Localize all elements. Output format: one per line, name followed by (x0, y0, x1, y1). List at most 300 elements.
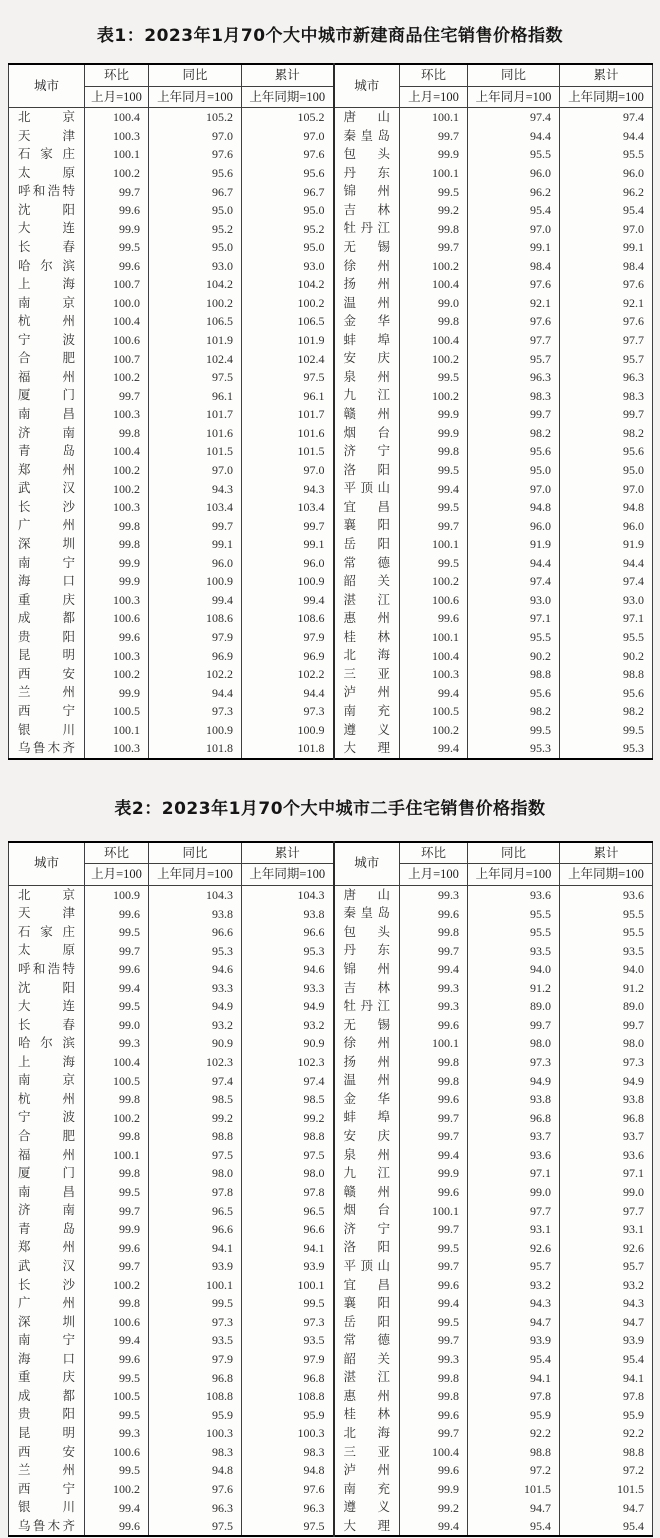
city-cell: 重 庆 (9, 591, 85, 610)
mom-value-cell: 99.9 (400, 405, 468, 424)
city-cell: 大 理 (334, 739, 400, 759)
yoy-value-cell: 95.9 (468, 1405, 560, 1424)
cum-value-cell: 106.5 (242, 312, 334, 331)
table-row (9, 1387, 653, 1406)
city-cell: 洛 阳 (334, 1238, 400, 1257)
mom-value-cell: 99.3 (85, 1034, 149, 1053)
city-cell: 海 口 (9, 1350, 85, 1369)
cum-value-cell: 102.2 (242, 665, 334, 684)
yoy-value-cell: 94.7 (468, 1313, 560, 1332)
cum-value-cell: 100.3 (242, 1424, 334, 1443)
city-cell: 重 庆 (9, 1368, 85, 1387)
city-cell: 南 昌 (9, 1183, 85, 1202)
city-cell: 合 肥 (9, 349, 85, 368)
cum-value-cell: 97.4 (560, 572, 653, 591)
city-cell: 襄 阳 (334, 516, 400, 535)
cum-value-cell: 102.3 (242, 1053, 334, 1072)
cum-value-cell: 98.3 (242, 1443, 334, 1462)
yoy-value-cell: 95.7 (468, 349, 560, 368)
table-row (9, 479, 653, 498)
city-cell: 宜 昌 (334, 1276, 400, 1295)
cum-value-cell: 91.9 (560, 535, 653, 554)
cum-value-cell: 99.7 (560, 1016, 653, 1035)
city-cell: 成 都 (9, 1387, 85, 1406)
yoy-value-cell: 96.6 (149, 923, 242, 942)
mom-value-cell: 99.9 (400, 424, 468, 443)
city-cell: 锦 州 (334, 182, 400, 201)
table-row (9, 127, 653, 146)
cum-value-cell: 101.7 (242, 405, 334, 424)
table-row (9, 1517, 653, 1537)
mom-value-cell: 99.8 (85, 424, 149, 443)
city-cell: 南 充 (334, 1480, 400, 1499)
cum-value-cell: 96.0 (560, 164, 653, 183)
mom-value-cell: 99.9 (400, 1164, 468, 1183)
mom-value-cell: 99.9 (85, 554, 149, 573)
yoy-value-cell: 93.2 (149, 1016, 242, 1035)
mom-value-cell: 100.3 (85, 591, 149, 610)
mom-value-cell: 99.8 (400, 1387, 468, 1406)
yoy-value-cell: 101.5 (149, 442, 242, 461)
cum-value-cell: 94.1 (560, 1368, 653, 1387)
city-cell: 天 津 (9, 904, 85, 923)
cum-value-cell: 94.3 (242, 479, 334, 498)
mom-value-cell: 99.6 (85, 257, 149, 276)
mom-value-cell: 99.4 (400, 739, 468, 759)
cum-value-cell: 95.6 (560, 683, 653, 702)
yoy-value-cell: 94.9 (468, 1071, 560, 1090)
mom-value-cell: 99.8 (85, 1294, 149, 1313)
table-row (9, 164, 653, 183)
mom-value-cell: 99.5 (400, 368, 468, 387)
table-row (9, 960, 653, 979)
yoy-value-cell: 98.0 (468, 1034, 560, 1053)
table-row (9, 219, 653, 238)
yoy-value-cell: 96.0 (149, 554, 242, 573)
mom-value-cell: 99.9 (400, 145, 468, 164)
cum-value-cell: 100.9 (242, 721, 334, 740)
city-cell: 西 宁 (9, 1480, 85, 1499)
mom-value-cell: 100.2 (400, 572, 468, 591)
table-row (9, 591, 653, 610)
mom-value-cell: 100.1 (400, 535, 468, 554)
city-cell: 烟 台 (334, 424, 400, 443)
city-cell: 乌 鲁 木 齐 (9, 1517, 85, 1537)
city-cell: 南 京 (9, 1071, 85, 1090)
table-row (9, 1034, 653, 1053)
mom-value-cell: 100.3 (85, 646, 149, 665)
mom-value-cell: 99.6 (85, 1238, 149, 1257)
table-row (9, 1127, 653, 1146)
header-yoy-left: 同比 (149, 64, 242, 86)
yoy-value-cell: 95.4 (468, 201, 560, 220)
cum-value-cell: 93.6 (560, 885, 653, 904)
city-cell: 北 京 (9, 108, 85, 127)
cum-value-cell: 94.9 (242, 997, 334, 1016)
yoy-value-cell: 95.5 (468, 904, 560, 923)
yoy-value-cell: 94.8 (468, 498, 560, 517)
cum-value-cell: 96.6 (242, 923, 334, 942)
yoy-value-cell: 95.0 (468, 461, 560, 480)
yoy-value-cell: 108.8 (149, 1387, 242, 1406)
mom-value-cell: 100.4 (400, 331, 468, 350)
city-cell: 青 岛 (9, 1220, 85, 1239)
mom-value-cell: 99.6 (400, 1461, 468, 1480)
mom-value-cell: 99.7 (400, 1108, 468, 1127)
city-cell: 昆 明 (9, 646, 85, 665)
yoy-value-cell: 95.4 (468, 1350, 560, 1369)
city-cell: 徐 州 (334, 1034, 400, 1053)
yoy-value-cell: 89.0 (468, 997, 560, 1016)
yoy-value-cell: 93.9 (149, 1257, 242, 1276)
city-cell: 九 江 (334, 1164, 400, 1183)
mom-value-cell: 100.5 (85, 1387, 149, 1406)
mom-value-cell: 100.1 (85, 721, 149, 740)
city-cell: 扬 州 (334, 1053, 400, 1072)
cum-value-cell: 98.8 (242, 1127, 334, 1146)
cum-value-cell: 92.6 (560, 1238, 653, 1257)
table-row (9, 979, 653, 998)
mom-value-cell: 99.6 (400, 1090, 468, 1109)
cum-value-cell: 99.1 (560, 238, 653, 257)
yoy-value-cell: 101.7 (149, 405, 242, 424)
yoy-value-cell: 97.4 (149, 1071, 242, 1090)
yoy-value-cell: 97.5 (149, 1517, 242, 1537)
yoy-value-cell: 99.0 (468, 1183, 560, 1202)
city-cell: 长 春 (9, 1016, 85, 1035)
yoy-value-cell: 102.2 (149, 665, 242, 684)
cum-value-cell: 93.9 (560, 1331, 653, 1350)
table-row (9, 609, 653, 628)
mom-value-cell: 99.8 (85, 1090, 149, 1109)
mom-value-cell: 99.5 (85, 238, 149, 257)
cum-value-cell: 102.4 (242, 349, 334, 368)
table-row (9, 1016, 653, 1035)
table-row (9, 572, 653, 591)
mom-value-cell: 99.9 (85, 1220, 149, 1239)
city-cell: 惠 州 (334, 1387, 400, 1406)
table-row (9, 368, 653, 387)
city-cell: 太 原 (9, 164, 85, 183)
city-cell: 杭 州 (9, 1090, 85, 1109)
yoy-value-cell: 93.8 (468, 1090, 560, 1109)
table-row (9, 535, 653, 554)
yoy-value-cell: 100.3 (149, 1424, 242, 1443)
header-mom-base-right: 上月=100 (400, 864, 468, 886)
cum-value-cell: 101.5 (242, 442, 334, 461)
mom-value-cell: 100.2 (400, 257, 468, 276)
city-cell: 烟 台 (334, 1201, 400, 1220)
yoy-value-cell: 95.3 (149, 941, 242, 960)
city-cell: 平 顶 山 (334, 479, 400, 498)
header-cum-right: 累计 (560, 842, 653, 864)
city-cell: 湛 江 (334, 1368, 400, 1387)
cum-value-cell: 98.4 (560, 257, 653, 276)
mom-value-cell: 100.2 (85, 1480, 149, 1499)
mom-value-cell: 100.3 (85, 498, 149, 517)
yoy-value-cell: 93.9 (468, 1331, 560, 1350)
table-row (9, 238, 653, 257)
yoy-value-cell: 94.4 (468, 127, 560, 146)
city-cell: 银 川 (9, 1498, 85, 1517)
cum-value-cell: 94.7 (560, 1498, 653, 1517)
header-mom-base-left: 上月=100 (85, 864, 149, 886)
mom-value-cell: 99.5 (85, 997, 149, 1016)
cum-value-cell: 95.6 (560, 442, 653, 461)
yoy-value-cell: 96.1 (149, 386, 242, 405)
city-cell: 徐 州 (334, 257, 400, 276)
mom-value-cell: 99.5 (400, 461, 468, 480)
cum-value-cell: 100.2 (242, 294, 334, 313)
header-yoy-left: 同比 (149, 842, 242, 864)
yoy-value-cell: 94.1 (468, 1368, 560, 1387)
mom-value-cell: 99.6 (400, 1183, 468, 1202)
table-row (9, 1108, 653, 1127)
yoy-value-cell: 98.8 (468, 665, 560, 684)
cum-value-cell: 93.3 (242, 979, 334, 998)
mom-value-cell: 99.4 (400, 1517, 468, 1537)
cum-value-cell: 92.2 (560, 1424, 653, 1443)
city-cell: 广 州 (9, 516, 85, 535)
cum-value-cell: 99.1 (242, 535, 334, 554)
yoy-value-cell: 93.6 (468, 885, 560, 904)
yoy-value-cell: 97.8 (468, 1387, 560, 1406)
yoy-value-cell: 104.3 (149, 885, 242, 904)
table-row (9, 1220, 653, 1239)
table-row (9, 516, 653, 535)
city-cell: 呼 和 浩 特 (9, 960, 85, 979)
yoy-value-cell: 97.8 (149, 1183, 242, 1202)
city-cell: 济 宁 (334, 1220, 400, 1239)
mom-value-cell: 99.7 (85, 941, 149, 960)
cum-value-cell: 97.1 (560, 609, 653, 628)
table-row (9, 461, 653, 480)
table-row (9, 1238, 653, 1257)
cum-value-cell: 97.7 (560, 1201, 653, 1220)
city-cell: 秦 皇 岛 (334, 904, 400, 923)
yoy-value-cell: 95.4 (468, 1517, 560, 1537)
mom-value-cell: 99.7 (85, 1201, 149, 1220)
cum-value-cell: 97.8 (560, 1387, 653, 1406)
table-row (9, 721, 653, 740)
cum-value-cell: 104.3 (242, 885, 334, 904)
city-cell: 沈 阳 (9, 201, 85, 220)
yoy-value-cell: 97.0 (149, 461, 242, 480)
cum-value-cell: 97.0 (560, 219, 653, 238)
cum-value-cell: 93.0 (242, 257, 334, 276)
cum-value-cell: 96.0 (560, 516, 653, 535)
city-cell: 赣 州 (334, 405, 400, 424)
mom-value-cell: 99.4 (400, 960, 468, 979)
cum-value-cell: 93.7 (560, 1127, 653, 1146)
header-yoy-right: 同比 (468, 842, 560, 864)
city-cell: 吉 林 (334, 979, 400, 998)
table-row (9, 904, 653, 923)
yoy-value-cell: 97.1 (468, 1164, 560, 1183)
table-row (9, 1164, 653, 1183)
mom-value-cell: 99.7 (85, 386, 149, 405)
table2-second-hand-price-index (8, 841, 653, 1538)
yoy-value-cell: 99.7 (468, 1016, 560, 1035)
city-cell: 长 春 (9, 238, 85, 257)
mom-value-cell: 99.6 (400, 1405, 468, 1424)
mom-value-cell: 100.2 (400, 721, 468, 740)
mom-value-cell: 100.5 (85, 702, 149, 721)
yoy-value-cell: 95.6 (468, 683, 560, 702)
yoy-value-cell: 91.9 (468, 535, 560, 554)
city-cell: 西 安 (9, 1443, 85, 1462)
city-cell: 三 亚 (334, 1443, 400, 1462)
table-row (9, 108, 653, 127)
city-cell: 北 海 (334, 646, 400, 665)
cum-value-cell: 97.6 (242, 1480, 334, 1499)
mom-value-cell: 99.5 (400, 554, 468, 573)
city-cell: 惠 州 (334, 609, 400, 628)
table-row (9, 665, 653, 684)
city-cell: 贵 阳 (9, 1405, 85, 1424)
city-cell: 蚌 埠 (334, 331, 400, 350)
cum-value-cell: 96.6 (242, 1220, 334, 1239)
city-cell: 兰 州 (9, 683, 85, 702)
cum-value-cell: 95.5 (560, 145, 653, 164)
cum-value-cell: 93.2 (560, 1276, 653, 1295)
mom-value-cell: 99.3 (400, 885, 468, 904)
header-yoy-base-right: 上年同月=100 (468, 864, 560, 886)
table-row (9, 1071, 653, 1090)
cum-value-cell: 95.3 (560, 739, 653, 759)
city-cell: 桂 林 (334, 1405, 400, 1424)
cum-value-cell: 93.8 (242, 904, 334, 923)
mom-value-cell: 99.4 (400, 479, 468, 498)
yoy-value-cell: 94.1 (149, 1238, 242, 1257)
city-cell: 北 京 (9, 885, 85, 904)
city-cell: 济 南 (9, 424, 85, 443)
mom-value-cell: 99.9 (85, 572, 149, 591)
cum-value-cell: 94.9 (560, 1071, 653, 1090)
table1-new-home-price-index (8, 63, 653, 760)
mom-value-cell: 100.4 (85, 312, 149, 331)
cum-value-cell: 101.5 (560, 1480, 653, 1499)
header-yoy-base-right: 上年同月=100 (468, 86, 560, 108)
mom-value-cell: 99.8 (400, 1053, 468, 1072)
city-cell: 上 海 (9, 1053, 85, 1072)
yoy-value-cell: 94.4 (468, 554, 560, 573)
table-row (9, 1276, 653, 1295)
table-row (9, 145, 653, 164)
yoy-value-cell: 99.2 (149, 1108, 242, 1127)
table-row (9, 628, 653, 647)
yoy-value-cell: 97.7 (468, 331, 560, 350)
yoy-value-cell: 98.8 (468, 1443, 560, 1462)
city-cell: 吉 林 (334, 201, 400, 220)
yoy-value-cell: 97.9 (149, 1350, 242, 1369)
yoy-value-cell: 105.2 (149, 108, 242, 127)
city-cell: 郑 州 (9, 1238, 85, 1257)
yoy-value-cell: 93.8 (149, 904, 242, 923)
yoy-value-cell: 106.5 (149, 312, 242, 331)
yoy-value-cell: 97.1 (468, 609, 560, 628)
table-row (9, 702, 653, 721)
yoy-value-cell: 96.7 (149, 182, 242, 201)
mom-value-cell: 100.2 (85, 1276, 149, 1295)
cum-value-cell: 97.3 (560, 1053, 653, 1072)
table-row (9, 554, 653, 573)
table-row (9, 1053, 653, 1072)
mom-value-cell: 99.8 (400, 1071, 468, 1090)
city-cell: 三 亚 (334, 665, 400, 684)
cum-value-cell: 94.7 (560, 1313, 653, 1332)
cum-value-cell: 95.7 (560, 349, 653, 368)
cum-value-cell: 93.1 (560, 1220, 653, 1239)
city-cell: 深 圳 (9, 535, 85, 554)
yoy-value-cell: 99.5 (468, 721, 560, 740)
mom-value-cell: 99.5 (400, 1313, 468, 1332)
mom-value-cell: 99.5 (85, 1405, 149, 1424)
city-cell: 南 京 (9, 294, 85, 313)
cum-value-cell: 99.0 (560, 1183, 653, 1202)
header-mom-right: 环比 (400, 64, 468, 86)
yoy-value-cell: 97.0 (468, 479, 560, 498)
mom-value-cell: 99.5 (400, 182, 468, 201)
yoy-value-cell: 93.0 (468, 591, 560, 610)
cum-value-cell: 98.3 (560, 386, 653, 405)
yoy-value-cell: 100.9 (149, 572, 242, 591)
yoy-value-cell: 93.0 (149, 257, 242, 276)
mom-value-cell: 100.6 (85, 1313, 149, 1332)
city-cell: 安 庆 (334, 1127, 400, 1146)
city-cell: 杭 州 (9, 312, 85, 331)
mom-value-cell: 100.2 (85, 461, 149, 480)
city-cell: 牡 丹 江 (334, 219, 400, 238)
yoy-value-cell: 96.3 (149, 1498, 242, 1517)
cum-value-cell: 97.9 (242, 1350, 334, 1369)
yoy-value-cell: 95.6 (468, 442, 560, 461)
city-cell: 石 家 庄 (9, 145, 85, 164)
mom-value-cell: 99.8 (400, 1368, 468, 1387)
yoy-value-cell: 96.2 (468, 182, 560, 201)
city-cell: 银 川 (9, 721, 85, 740)
yoy-value-cell: 97.0 (149, 127, 242, 146)
yoy-value-cell: 98.8 (149, 1127, 242, 1146)
mom-value-cell: 99.5 (85, 1368, 149, 1387)
table-row (9, 646, 653, 665)
city-cell: 厦 门 (9, 1164, 85, 1183)
cum-value-cell: 95.4 (560, 201, 653, 220)
header-mom-left: 环比 (85, 842, 149, 864)
cum-value-cell: 93.2 (242, 1016, 334, 1035)
cum-value-cell: 97.0 (242, 127, 334, 146)
mom-value-cell: 99.9 (85, 683, 149, 702)
yoy-value-cell: 94.3 (468, 1294, 560, 1313)
header-yoy-right: 同比 (468, 64, 560, 86)
mom-value-cell: 100.5 (85, 1071, 149, 1090)
city-cell: 石 家 庄 (9, 923, 85, 942)
cum-value-cell: 95.5 (560, 904, 653, 923)
mom-value-cell: 100.7 (85, 275, 149, 294)
cum-value-cell: 100.9 (242, 572, 334, 591)
mom-value-cell: 100.4 (400, 1443, 468, 1462)
cum-value-cell: 104.2 (242, 275, 334, 294)
cum-value-cell: 103.4 (242, 498, 334, 517)
mom-value-cell: 99.7 (400, 127, 468, 146)
cum-value-cell: 94.4 (242, 683, 334, 702)
cum-value-cell: 95.0 (242, 201, 334, 220)
mom-value-cell: 99.3 (400, 997, 468, 1016)
mom-value-cell: 99.7 (85, 1257, 149, 1276)
yoy-value-cell: 101.9 (149, 331, 242, 350)
table-row (9, 182, 653, 201)
city-cell: 常 德 (334, 554, 400, 573)
